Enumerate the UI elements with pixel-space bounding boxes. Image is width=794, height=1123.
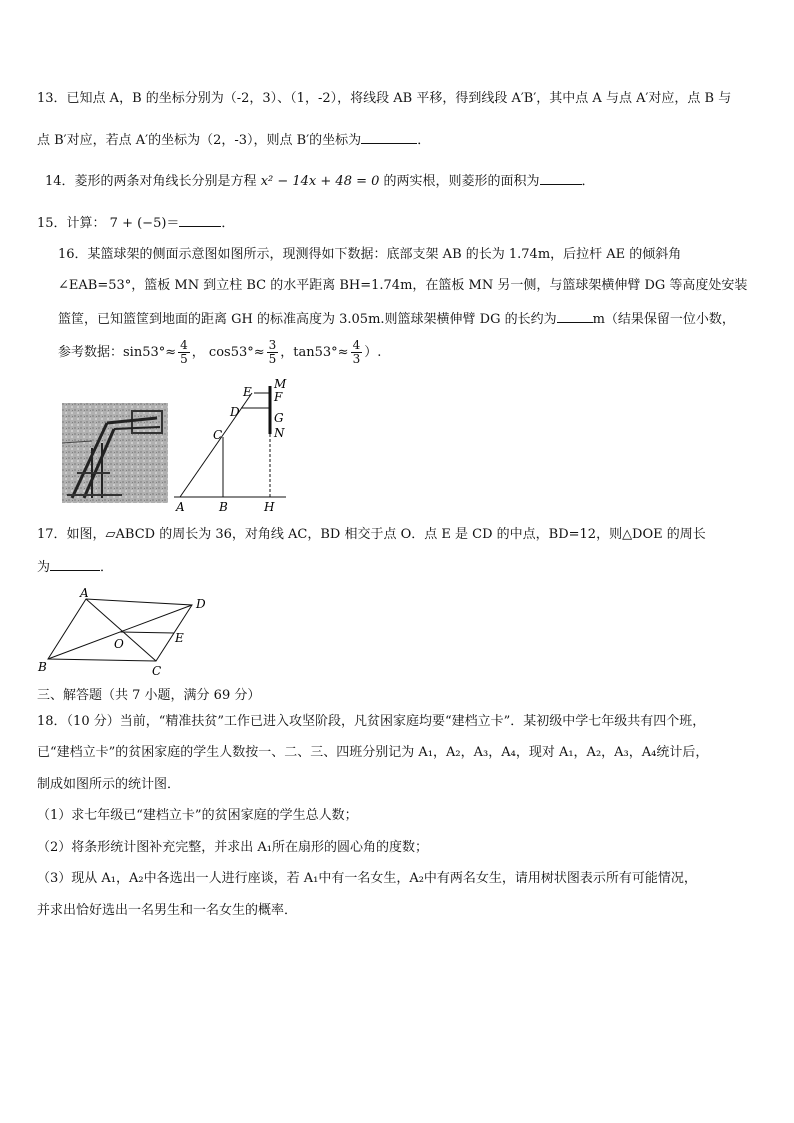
cos-denominator: 5 [268,352,277,366]
q17-line2 [37,558,113,576]
tan-label: ，tan53°≈ [280,345,349,360]
basketball-stand-diagram [168,376,292,514]
label-D: D [196,597,206,611]
label-A: A [80,586,89,600]
pull-rod-AE [180,393,252,497]
answer-blank [540,172,582,185]
label-B: B [219,500,228,514]
label-A: A [176,500,185,514]
label-E: E [175,631,184,645]
q16-line3b: m（结果保留一位小数， [592,312,735,327]
q18-sub1: （1）求七年级已“建档立卡”的贫困家庭的学生总人数； [37,808,358,823]
q18-sub3a: （3）现从 A₁，A₂中各选出一人进行座谈，若 A₁中有一名女生，A₂中有两名女生，请用树状图表示所有可能情况， [37,871,697,886]
tan-numerator: 4 [352,338,361,352]
q13-line2-text: 点 B′对应，若点 A′的坐标为（2，-3），则点 B′的坐标为 [37,133,362,148]
basketball-stand-photo [62,403,168,503]
cos-fraction [267,339,279,366]
q16-line4-end: ）. [364,345,382,360]
answer-blank [179,214,221,227]
diagonal-AC [86,599,156,661]
q16-line2: ∠EAB=53°，篮板 MN 到立柱 BC 的水平距离 BH=1.74m，在篮板 MN 另一侧，与篮球架横伸臂 DG 等高度处安装 [58,278,748,293]
sin-fraction [178,339,190,366]
q16-line3 [58,310,735,328]
parallelogram-ABCD [48,599,192,661]
q15-end: ． [221,216,235,231]
answer-blank [557,310,593,323]
q18-sub2: （2）将条形统计图补充完整，并求出 A₁所在扇形的圆心角的度数； [37,840,429,855]
label-E: E [243,385,252,399]
q15-line [37,214,234,232]
label-M: M [274,377,287,391]
q16-line1: 16．某篮球架的侧面示意图如图所示，现测得如下数据：底部支架 AB 的长为 1.74m，后拉杆 AE 的倾斜角 [58,247,682,262]
q17-line1: 17．如图，▱ABCD 的周长为 36，对角线 AC，BD 相交于点 O．点 E 是 CD 的中点，BD=12，则△DOE 的周长 [37,527,706,542]
label-F: F [274,390,283,404]
q14-line [45,172,595,190]
q14-end: ． [581,174,595,189]
q17-end: ． [100,560,114,575]
q13-end: ． [417,133,431,148]
q16-line4 [58,333,381,373]
q14-prefix: 14．菱形的两条对角线长分别是方程 [45,174,257,189]
q16-line4-prefix: 参考数据：sin53°≈ [58,345,177,360]
q18-line2: 已“建档立卡”的贫困家庭的学生人数按一、二、三、四班分别记为 A₁，A₂，A₃，A₄，现对 A₁，A₂，A₃，A₄统计后， [37,745,709,760]
label-C: C [213,428,223,442]
q18-line3: 制成如图所示的统计图． [37,777,181,792]
q16-line3a: 篮筐，已知篮筐到地面的距离 GH 的标准高度为 3.05m.则篮球架横伸臂 DG 的长约为 [58,312,557,327]
tan-denominator: 3 [352,352,361,366]
label-H: H [264,500,275,514]
q13-line1: 13．已知点 A，B 的坐标分别为（-2，3）、（1，-2），将线段 AB 平移，得到线段 A′B′，其中点 A 与点 A′对应，点 B 与 [37,91,732,106]
cos-numerator: 3 [268,338,277,352]
segment-OE [120,632,174,633]
q18-sub3b: 并求出恰好选出一名男生和一名女生的概率． [37,903,298,918]
q17-line2-text: 为 [37,560,51,575]
q14-suffix: 的两实根，则菱形的面积为 [383,174,540,189]
q18-line1: 18．（10 分）当前，“精准扶贫”工作已进入攻坚阶段，凡贫困家庭均要“建档立卡”．某初级中学七年级共有四个班， [37,714,706,729]
q15-text: 15．计算： 7 + (−5)＝ [37,216,180,231]
label-G: G [274,411,284,425]
sin-numerator: 4 [180,338,188,352]
answer-blank [361,131,417,144]
label-O: O [114,637,124,651]
parallelogram-diagram [34,585,214,679]
answer-blank [50,558,100,571]
label-D: D [230,405,240,419]
q14-equation: x² − 14x + 48 = 0 [260,174,380,189]
q13-line2 [37,131,430,149]
label-C: C [152,664,162,678]
section-title: 三、解答题（共 7 小题，满分 69 分） [37,688,261,703]
tan-fraction [351,339,363,366]
label-B: B [38,660,47,674]
sin-denominator: 5 [180,352,188,366]
cos-label: ， cos53°≈ [191,345,265,360]
label-N: N [274,426,285,440]
